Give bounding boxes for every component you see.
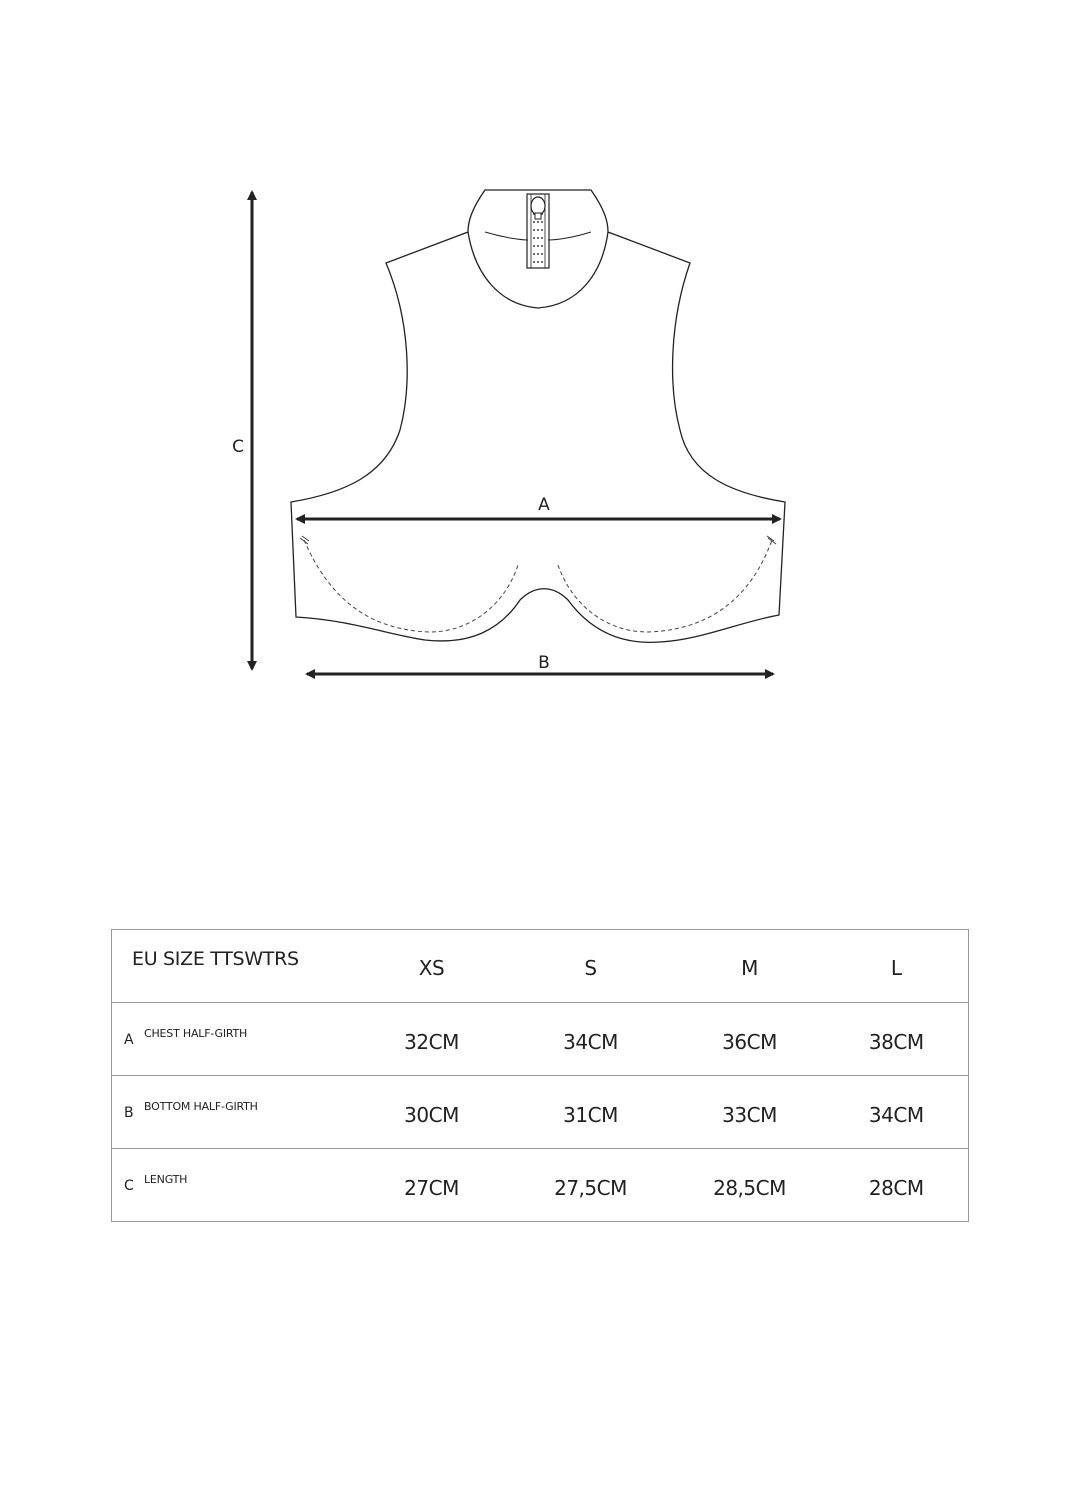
table-cell: 31CM	[507, 1076, 675, 1149]
size-header-l: L	[890, 956, 902, 980]
row-name: LENGTH	[144, 1173, 188, 1186]
table-cell: 36CM	[675, 1003, 825, 1076]
table-cell: 34CM	[825, 1076, 969, 1149]
table-row-chest	[112, 1003, 969, 1076]
dimension-label-c: C	[232, 437, 244, 457]
table-cell: 34CM	[507, 1003, 675, 1076]
table-cell: 28,5CM	[675, 1149, 825, 1222]
hook-marks	[300, 536, 776, 544]
table-cell: 38CM	[825, 1003, 969, 1076]
table-cell: 27CM	[357, 1149, 507, 1222]
row-label-cell	[112, 1149, 357, 1222]
left-underwire-seam	[304, 540, 518, 632]
size-header-xs: XS	[418, 956, 445, 980]
row-name: BOTTOM HALF-GIRTH	[144, 1100, 258, 1113]
header-label-cell	[112, 930, 357, 1003]
table-row-bottom	[112, 1076, 969, 1149]
right-underwire-seam	[558, 540, 772, 632]
size-header-m: M	[741, 956, 758, 980]
dimension-label-b: B	[538, 653, 550, 673]
collar-stitch-line	[485, 232, 591, 240]
row-letter: A	[124, 1032, 134, 1048]
row-letter: C	[124, 1178, 134, 1194]
size-chart-table	[111, 929, 969, 1222]
table-cell: 32CM	[357, 1003, 507, 1076]
garment-outline	[291, 190, 785, 642]
table-cell: 28CM	[825, 1149, 969, 1222]
dimension-label-a: A	[538, 495, 550, 515]
table-title: EU SIZE TTSWTRS	[132, 948, 299, 970]
table-cell: 30CM	[357, 1076, 507, 1149]
table-header-row	[112, 930, 969, 1003]
collar-inner-line	[468, 232, 608, 308]
table-cell: 33CM	[675, 1076, 825, 1149]
row-label-cell	[112, 1003, 357, 1076]
table-row-length	[112, 1149, 969, 1222]
row-letter: B	[124, 1105, 134, 1121]
size-header-s: S	[584, 956, 597, 980]
row-name: CHEST HALF-GIRTH	[144, 1027, 248, 1040]
row-label-cell	[112, 1076, 357, 1149]
zipper-icon	[527, 194, 549, 268]
table-cell: 27,5CM	[507, 1149, 675, 1222]
